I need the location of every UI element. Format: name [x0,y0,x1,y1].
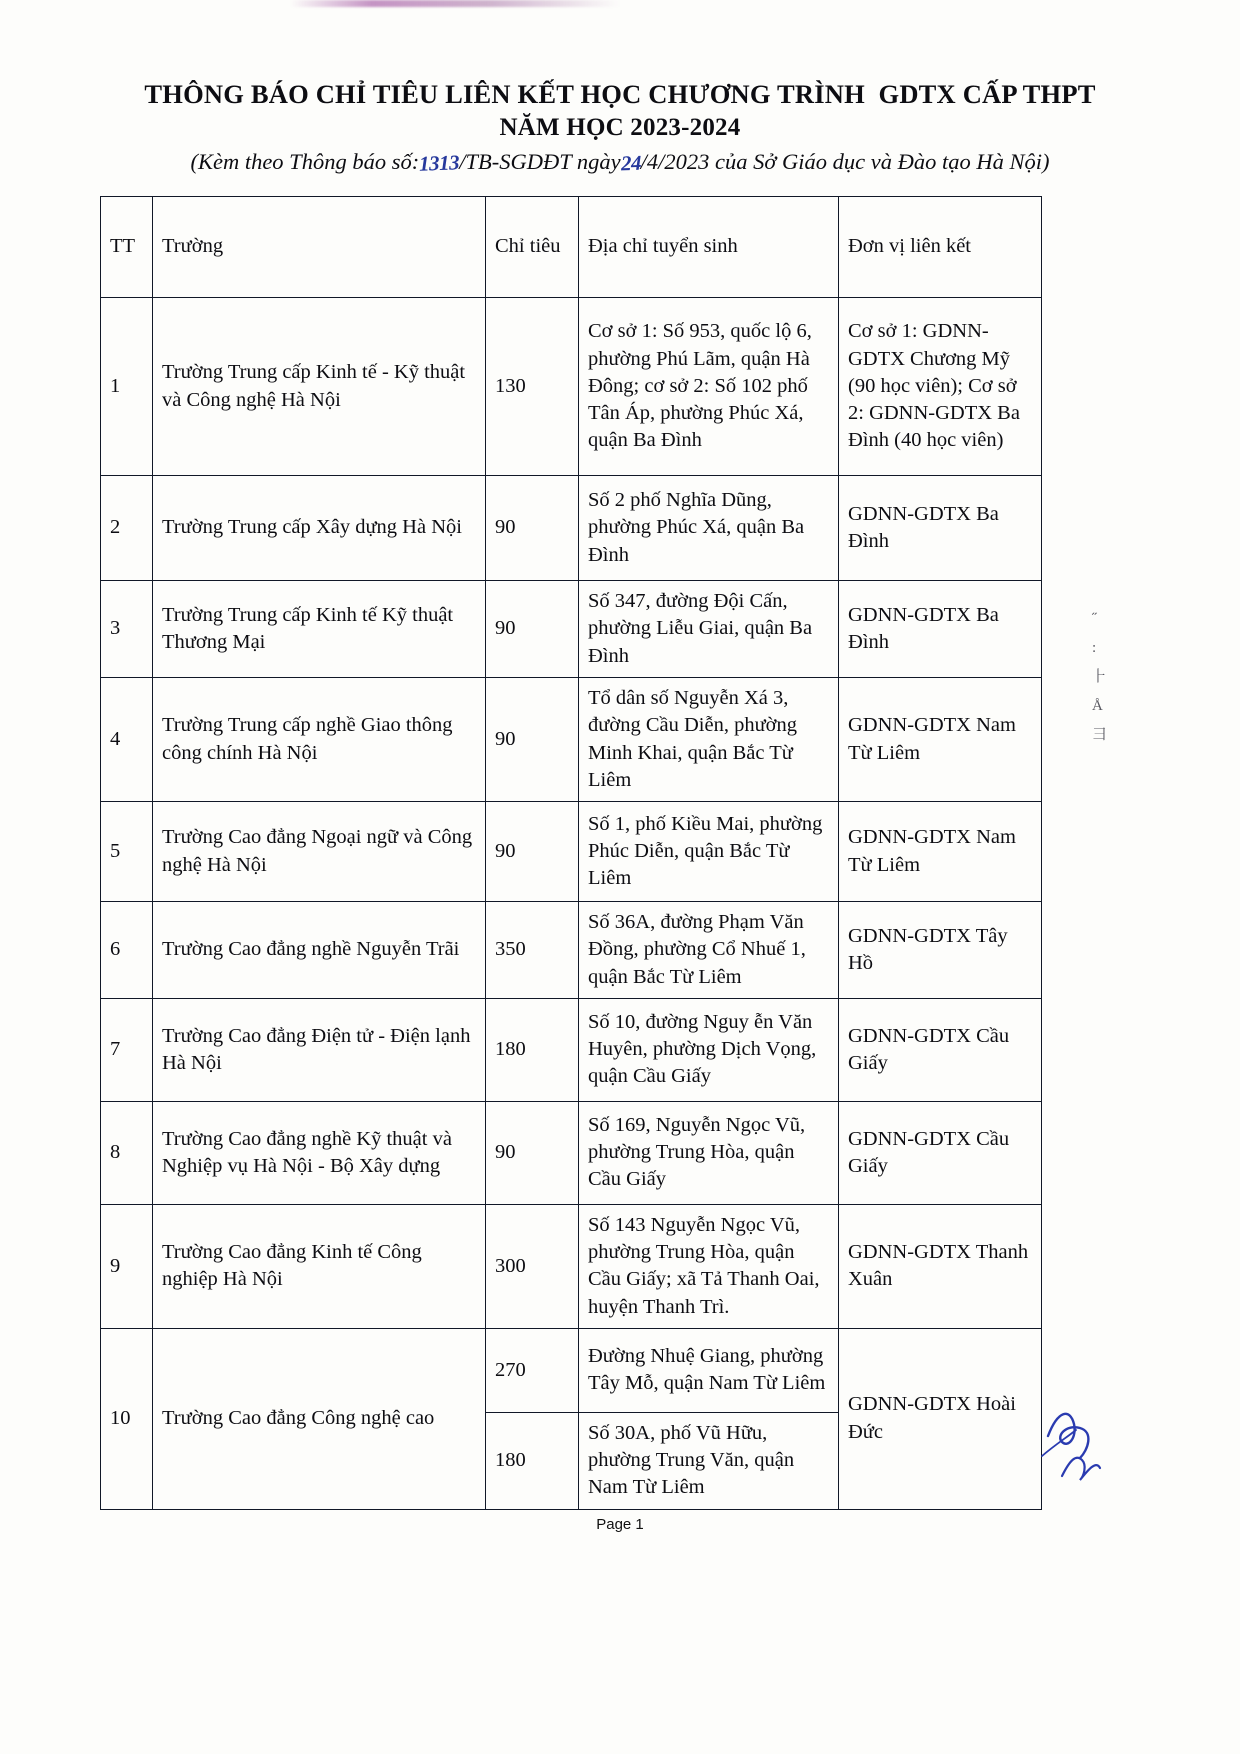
margin-mark: : [1092,640,1097,656]
cell-school: Trường Cao đẳng nghề Nguyễn Trãi [153,902,486,999]
cell-address: Cơ sở 1: Số 953, quốc lộ 6, phường Phú Lãm, quận Hà Đông; cơ sở 2: Số 102 phố Tân Áp, phường Phúc Xá, quận Ba Đình [579,298,839,476]
handwritten-signature [1040,1398,1160,1488]
enrollment-table-wrapper [100,196,1041,1510]
table-row [101,678,1042,802]
cell-quota: 90 [486,802,579,902]
scan-margin-marks [1092,612,1114,757]
margin-mark: ⺊ [1092,669,1108,685]
cell-school: Trường Cao đẳng nghề Kỹ thuật và Nghiệp vụ Hà Nội - Bộ Xây dựng [153,1101,486,1204]
table-row [101,1328,1042,1412]
cell-tt: 7 [101,998,153,1101]
cell-address: Số 36A, đường Phạm Văn Đồng, phường Cổ Nhuế 1, quận Bắc Từ Liêm [579,902,839,999]
cell-school: Trường Cao đẳng Công nghệ cao [153,1328,486,1509]
cell-school: Trường Cao đẳng Ngoại ngữ và Công nghệ Hà Nội [153,802,486,902]
handwritten-day: 24 [620,150,642,176]
column-header-quota: Chỉ tiêu [486,197,579,298]
cell-partner: GDNN-GDTX Thanh Xuân [839,1204,1042,1328]
column-header-address: Địa chỉ tuyển sinh [579,197,839,298]
cell-quota: 350 [486,902,579,999]
cell-address: Số 1, phố Kiều Mai, phường Phúc Diễn, quận Bắc Từ Liêm [579,802,839,902]
cell-quota: 90 [486,476,579,581]
table-row [101,802,1042,902]
cell-tt: 4 [101,678,153,802]
cell-tt: 6 [101,902,153,999]
cell-quota: 90 [486,678,579,802]
cell-tt: 9 [101,1204,153,1328]
cell-partner: GDNN-GDTX Hoài Đức [839,1328,1042,1509]
cell-quota: 130 [486,298,579,476]
page-title: THÔNG BÁO CHỈ TIÊU LIÊN KẾT HỌC CHƯƠNG TRÌNH GDTX CẤP THPT [144,79,1096,109]
cell-address: Số 169, Nguyễn Ngọc Vũ, phường Trung Hòa, quận Cầu Giấy [579,1101,839,1204]
handwritten-document-number: 1313 [418,150,460,176]
cell-partner: GDNN-GDTX Cầu Giấy [839,1101,1042,1204]
document-header [0,0,1240,175]
cell-tt: 1 [101,298,153,476]
column-header-tt: TT [101,197,153,298]
cell-partner: GDNN-GDTX Nam Từ Liêm [839,802,1042,902]
document-reference-note [0,149,1240,175]
cell-quota: 180 [486,998,579,1101]
cell-school: Trường Trung cấp Kinh tế - Kỹ thuật và Công nghệ Hà Nội [153,298,486,476]
cell-quota: 90 [486,1101,579,1204]
cell-address: Số 2 phố Nghĩa Dũng, phường Phúc Xá, quận Ba Đình [579,476,839,581]
table-row [101,476,1042,581]
column-header-partner: Đơn vị liên kết [839,197,1042,298]
cell-address: Số 30A, phố Vũ Hữu, phường Trung Văn, quận Nam Từ Liêm [579,1412,839,1509]
cell-address: Đường Nhuệ Giang, phường Tây Mỗ, quận Nam Từ Liêm [579,1328,839,1412]
cell-partner: GDNN-GDTX Tây Hồ [839,902,1042,999]
cell-address: Số 143 Nguyễn Ngọc Vũ, phường Trung Hòa, quận Cầu Giấy; xã Tả Thanh Oai, huyện Thanh Trì. [579,1204,839,1328]
cell-partner: GDNN-GDTX Nam Từ Liêm [839,678,1042,802]
table-row [101,298,1042,476]
cell-tt: 8 [101,1101,153,1204]
table-row [101,1101,1042,1204]
cell-school: Trường Trung cấp Xây dựng Hà Nội [153,476,486,581]
margin-mark: ˝ [1092,611,1097,627]
table-row [101,1204,1042,1328]
enrollment-table [100,196,1042,1510]
cell-tt: 5 [101,802,153,902]
note-prefix: (Kèm theo Thông báo số: [190,149,420,175]
cell-school: Trường Cao đẳng Điện tử - Điện lạnh Hà Nội [153,998,486,1101]
cell-address: Số 10, đường Nguy ễn Văn Huyên, phường Dịch Vọng, quận Cầu Giấy [579,998,839,1101]
cell-partner: GDNN-GDTX Cầu Giấy [839,998,1042,1101]
table-row [101,902,1042,999]
scan-artifact [290,0,620,7]
cell-quota: 270 [486,1328,579,1412]
note-mid: /TB-SGDĐT ngày [459,149,621,175]
column-header-school: Trường [153,197,486,298]
cell-school: Trường Trung cấp nghề Giao thông công chính Hà Nội [153,678,486,802]
cell-partner: Cơ sở 1: GDNN-GDTX Chương Mỹ (90 học viên); Cơ sở 2: GDNN-GDTX Ba Đình (40 học viên) [839,298,1042,476]
cell-quota: 180 [486,1412,579,1509]
margin-mark: 彐 [1092,727,1108,743]
table-body [101,298,1042,1510]
table-row [101,998,1042,1101]
table-header-row [101,197,1042,298]
cell-address: Tổ dân số Nguyễn Xá 3, đường Cầu Diễn, phường Minh Khai, quận Bắc Từ Liêm [579,678,839,802]
table-header [101,197,1042,298]
cell-quota: 300 [486,1204,579,1328]
cell-tt: 2 [101,476,153,581]
cell-address: Số 347, đường Đội Cấn, phường Liễu Giai, quận Ba Đình [579,581,839,678]
table-row [101,581,1042,678]
cell-school: Trường Cao đẳng Kinh tế Công nghiệp Hà Nội [153,1204,486,1328]
cell-tt: 10 [101,1328,153,1509]
cell-partner: GDNN-GDTX Ba Đình [839,581,1042,678]
cell-quota: 90 [486,581,579,678]
page-footer: Page 1 [596,1516,644,1533]
note-suffix: /4/2023 của Sở Giáo dục và Đào tạo Hà Nội) [640,149,1050,175]
margin-mark: Å [1092,698,1103,714]
cell-partner: GDNN-GDTX Ba Đình [839,476,1042,581]
cell-school: Trường Trung cấp Kinh tế Kỹ thuật Thương Mại [153,581,486,678]
cell-tt: 3 [101,581,153,678]
page-subtitle: NĂM HỌC 2023-2024 [499,114,741,142]
